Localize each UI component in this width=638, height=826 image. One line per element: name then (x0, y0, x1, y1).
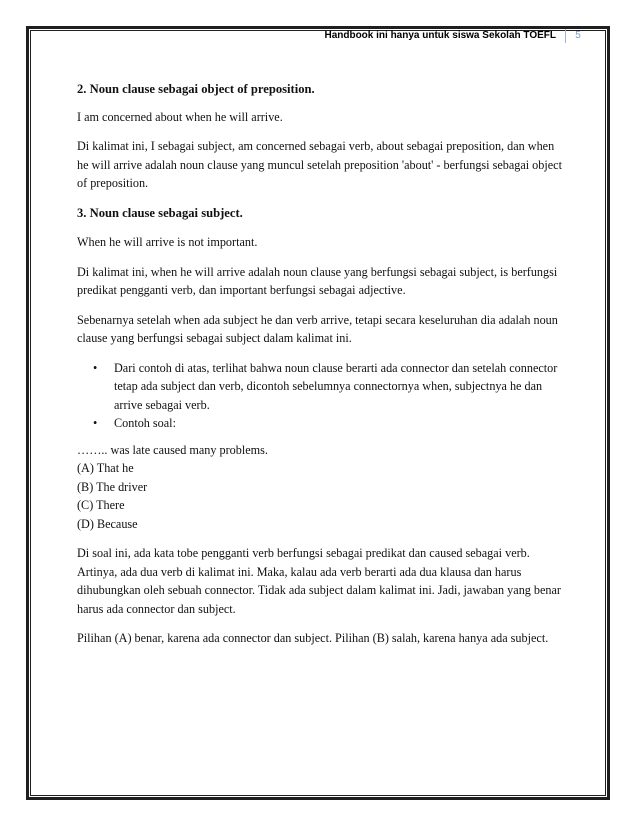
section-3-example: When he will arrive is not important. (77, 235, 258, 249)
section-3-explanation-2: Sebenarnya setelah when ada subject he dan verb arrive, tetapi secara keseluruhan dia adalah noun clause yang berfungsi sebagai subject dalam kalimat ini. (77, 312, 558, 345)
page-number: 5 (565, 29, 590, 43)
section-2-example: I am concerned about when he will arrive. (77, 109, 283, 124)
answer-paragraph-1: Di soal ini, ada kata tobe pengganti verb berfungsi sebagai predikat dan caused sebagai verb. Artinya, ada dua verb di kalimat ini. Maka, kalau ada verb berarti ada dua klausa dan harus dihubungkan oleh sebuah connector. Tidak ada subject dalam kalimat ini. Jadi, jawaban yang benar harus ada connector dan subject. (77, 546, 561, 616)
page-content (77, 80, 567, 659)
bullet-item: • Dari contoh di atas, terlihat bahwa noun clause berarti ada connector dan setelah connector tetap ada subject dan verb, dicontoh sebelumnya connectornya when, subjectnya he dan arrive sebagai verb. (114, 359, 567, 415)
question-block (77, 441, 567, 534)
option-c: (C) There (77, 498, 125, 512)
section-2-explanation: Di kalimat ini, I sebagai subject, am concerned sebagai verb, about sebagai preposition, dan when he will arrive adalah noun clause yang muncul setelah preposition 'about' - berfungsi sebagai object of preposition. (77, 139, 562, 190)
section-2-heading: 2. Noun clause sebagai object of preposition. (77, 82, 315, 96)
option-d: (D) Because (77, 516, 138, 531)
question-stem: …….. was late caused many problems. (77, 442, 268, 457)
option-a: (A) That he (77, 461, 134, 475)
bullet-list (77, 359, 567, 433)
option-b: (B) The driver (77, 479, 148, 494)
section-3-explanation-1: Di kalimat ini, when he will arrive adalah noun clause yang berfungsi sebagai subject, is berfungsi predikat pengganti verb, dan important berfungsi sebagai adjective. (77, 264, 558, 297)
section-3-heading: 3. Noun clause sebagai subject. (77, 205, 243, 220)
bullet-item: • Contoh soal: (114, 414, 567, 433)
answer-paragraph-2: Pilihan (A) benar, karena ada connector dan subject. Pilihan (B) salah, karena hanya ada subject. (77, 631, 549, 645)
running-header: Handbook ini hanya untuk siswa Sekolah TOEFL (324, 30, 556, 41)
